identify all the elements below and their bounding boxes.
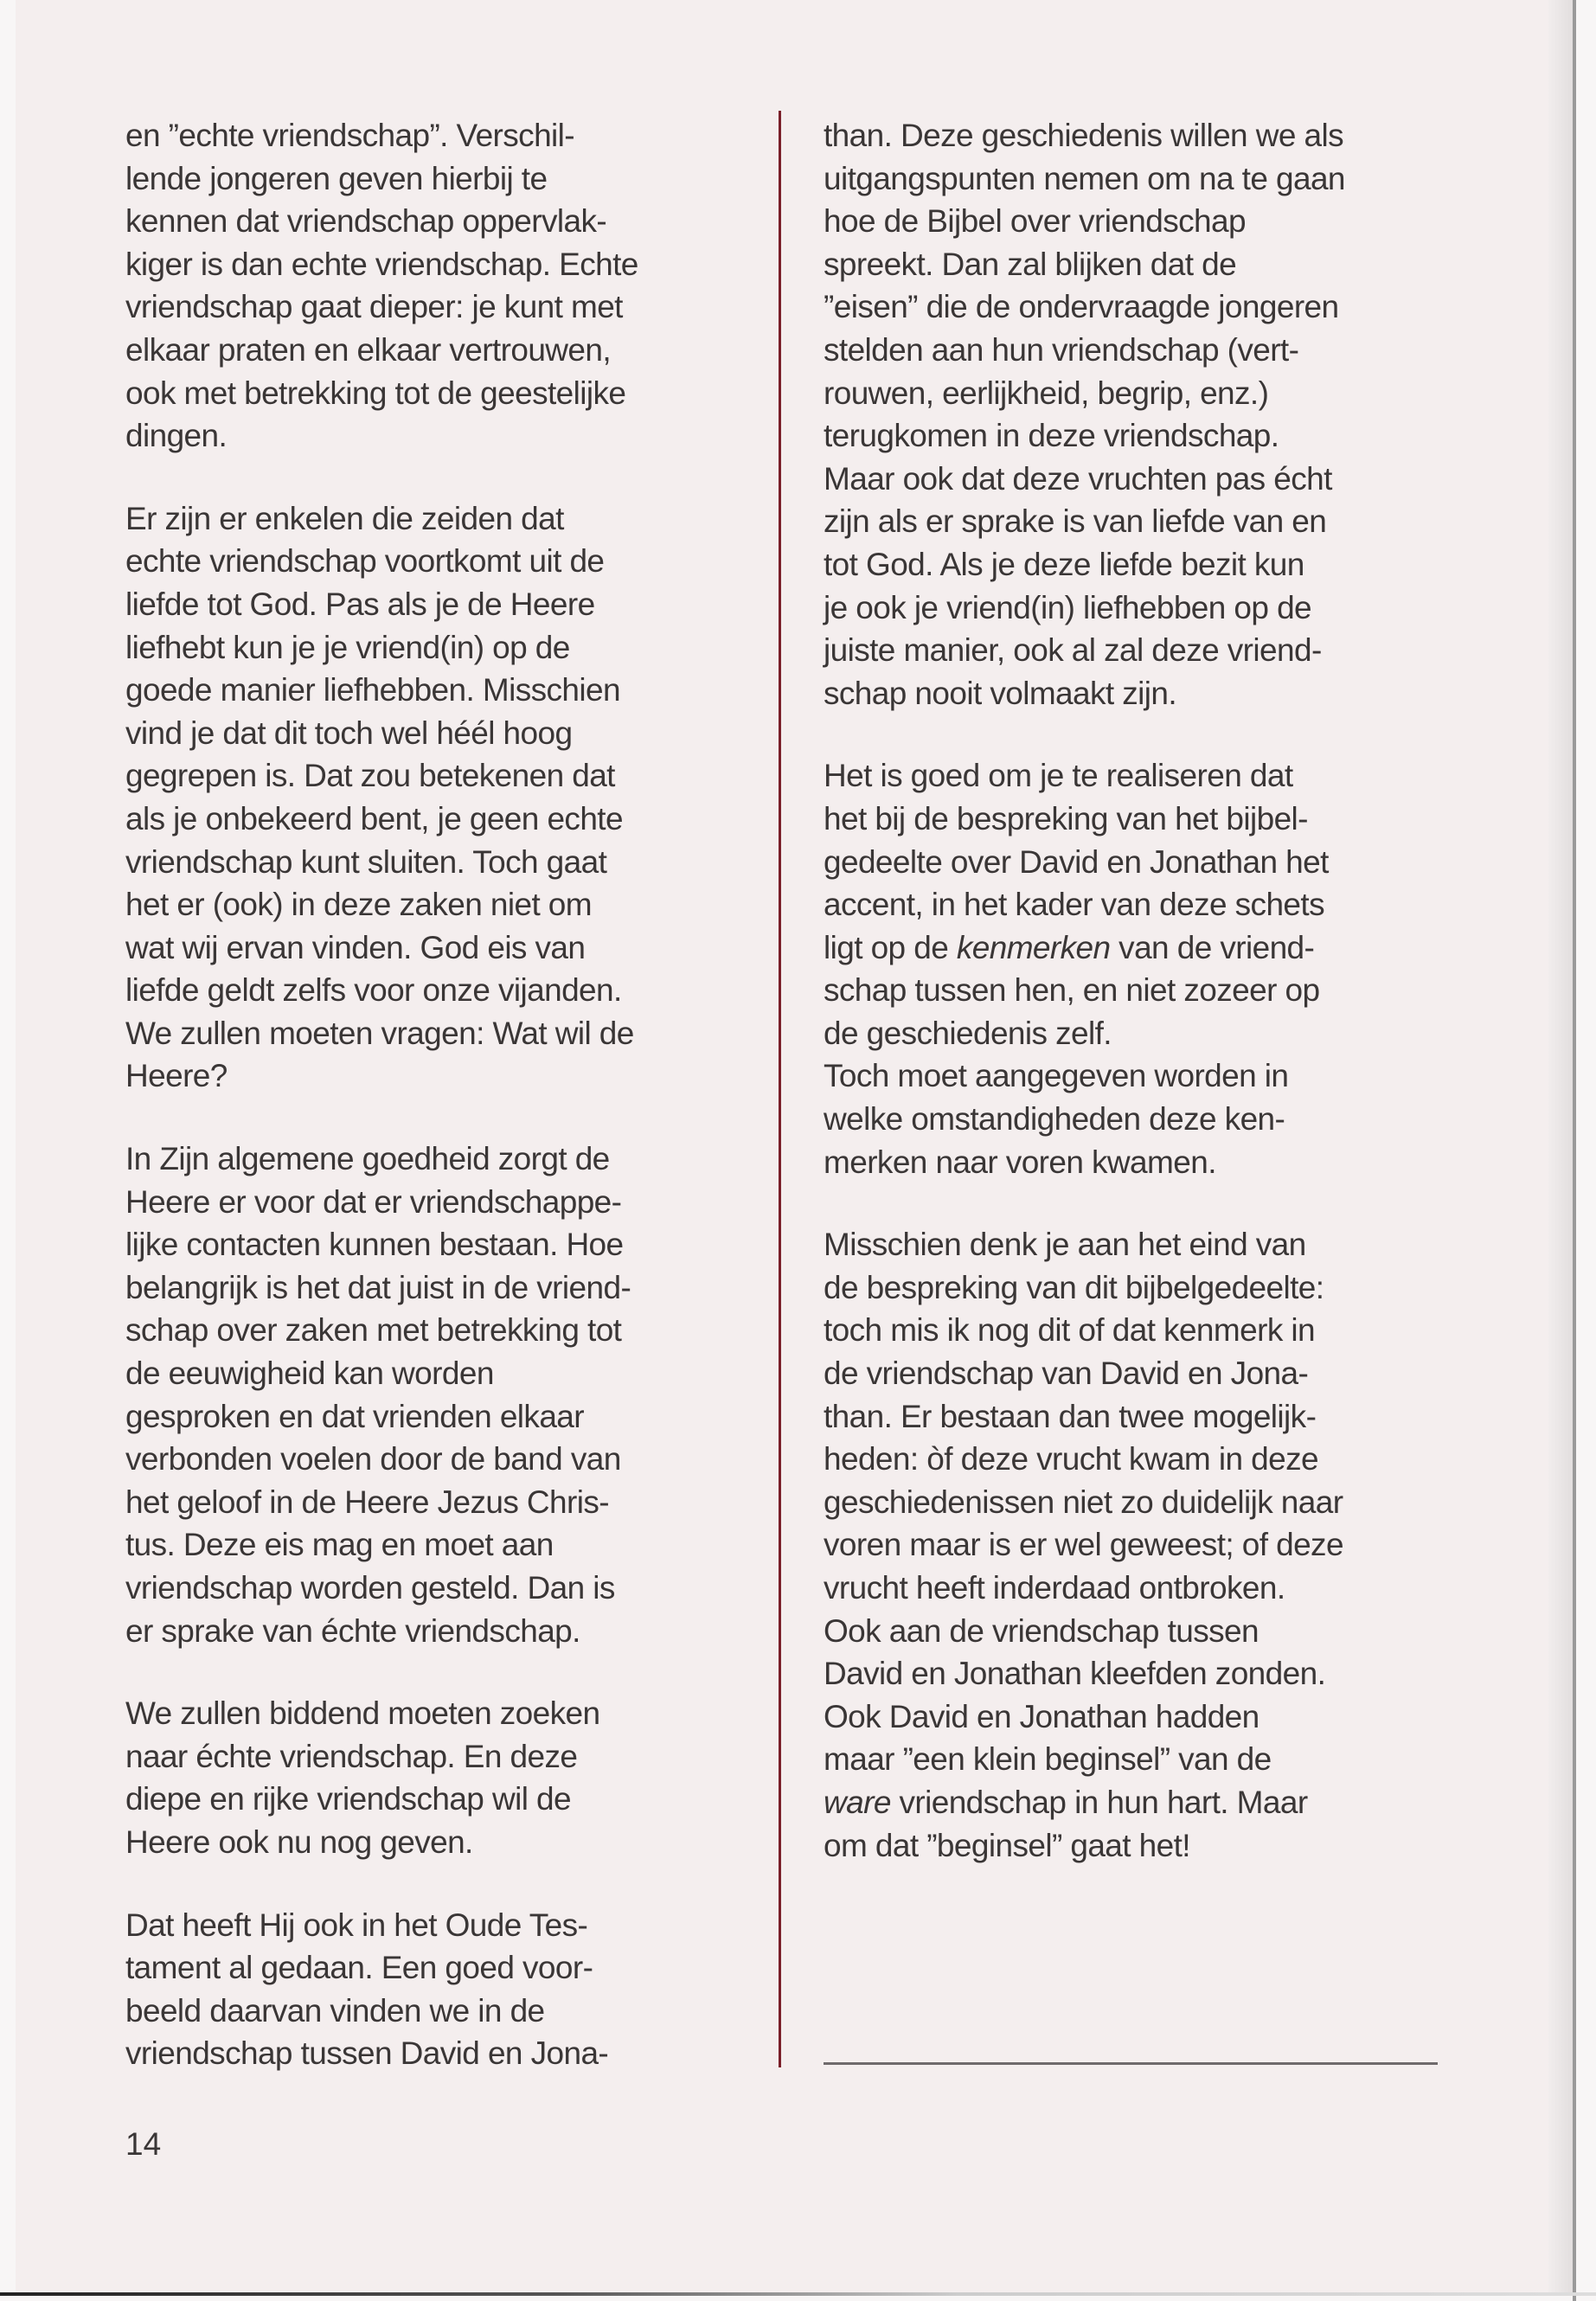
text-line: Dat heeft Hij ook in het Oude Tes- (125, 1907, 588, 1943)
page-edge-right (1573, 0, 1576, 2301)
text-line: de eeuwigheid kan worden (125, 1356, 494, 1392)
text-line: het er (ook) in deze zaken niet om (125, 887, 593, 923)
column-divider (779, 111, 781, 2067)
text-line: schap tussen hen, en niet zozeer op (824, 972, 1320, 1009)
text-line: de bespreking van dit bijbelgedeelte: (824, 1269, 1324, 1305)
text-line: lende jongeren geven hierbij te (125, 160, 548, 196)
text-line: vriendschap kunt sluiten. Toch gaat (125, 843, 607, 880)
paragraph (125, 1138, 748, 1652)
page-edge-bottom (0, 2292, 1596, 2296)
text-line: Ook David en Jonathan hadden (824, 1698, 1259, 1734)
text-line: goede manier liefhebben. Misschien (125, 672, 620, 708)
text-line: uitgangspunten nemen om na te gaan (824, 160, 1345, 196)
text-line (824, 1781, 1446, 1824)
text-line: Heere er voor dat er vriendschappe- (125, 1183, 622, 1220)
text-line: ook met betrekking tot de geestelijke (125, 375, 626, 411)
text-line: David en Jonathan kleefden zonden. (824, 1656, 1326, 1692)
text-line: Heere ook nu nog geven. (125, 1823, 473, 1860)
text-line: Misschien denk je aan het eind van (824, 1227, 1306, 1263)
text-line: heden: òf deze vrucht kwam in deze (824, 1441, 1318, 1477)
text-line: beeld daarvan vinden we in de (125, 1992, 545, 2029)
text-line: stelden aan hun vriendschap (vert- (824, 331, 1299, 368)
text-line: belangrijk is het dat juist in de vriend- (125, 1269, 631, 1305)
text-line: toch mis ik nog dit of dat kenmerk in (824, 1312, 1316, 1349)
text-line: hoe de Bijbel over vriendschap (824, 203, 1246, 240)
text-line: merken naar voren kwamen. (824, 1144, 1216, 1180)
text-line: kennen dat vriendschap oppervlak- (125, 203, 607, 240)
text-line: zijn als er sprake is van liefde van en (824, 503, 1327, 540)
text-segment: ligt op de (824, 929, 957, 965)
text-line: naar échte vriendschap. En deze (125, 1738, 578, 1774)
text-line: verbonden voelen door de band van (125, 1441, 621, 1477)
text-line: Er zijn er enkelen die zeiden dat (125, 500, 564, 536)
emphasized-word: kenmerken (956, 929, 1111, 965)
text-line: In Zijn algemene goedheid zorgt de (125, 1141, 610, 1177)
text-line: het bij de bespreking van het bijbel- (824, 800, 1308, 836)
text-line: kiger is dan echte vriendschap. Echte (125, 246, 638, 282)
text-line: voren maar is er wel geweest; of deze (824, 1527, 1343, 1563)
text-line: liefde tot God. Pas als je de Heere (125, 586, 595, 622)
text-line: spreekt. Dan zal blijken dat de (824, 246, 1237, 282)
text-line: Ook aan de vriendschap tussen (824, 1612, 1259, 1649)
text-line: elkaar praten en elkaar vertrouwen, (125, 331, 612, 368)
text-segment: van de vriend- (1110, 929, 1315, 965)
text-line: vriendschap tussen David en Jona- (125, 2035, 609, 2072)
paragraph (125, 114, 748, 458)
right-text-column (824, 114, 1446, 1907)
text-line: schap nooit volmaakt zijn. (824, 675, 1177, 711)
text-line: gegrepen is. Dat zou betekenen dat (125, 758, 615, 794)
text-line: vrucht heeft inderdaad ontbroken. (824, 1570, 1285, 1606)
text-line: vriendschap gaat dieper: je kunt met (125, 289, 623, 325)
text-line: je ook je vriend(in) liefhebben op de (824, 589, 1312, 625)
paragraph (824, 1223, 1446, 1867)
paragraph (824, 114, 1446, 715)
text-line: schap over zaken met betrekking tot (125, 1312, 622, 1349)
text-line: echte vriendschap voortkomt uit de (125, 543, 605, 580)
text-line: Maar ook dat deze vruchten pas écht (824, 460, 1332, 497)
end-rule (824, 2062, 1438, 2065)
page-number: 14 (125, 2126, 162, 2162)
text-line: than. Er bestaan dan twee mogelijk- (824, 1398, 1317, 1434)
text-line: de geschiedenis zelf. (824, 1015, 1112, 1051)
text-line: er sprake van échte vriendschap. (125, 1612, 580, 1649)
text-line: dingen. (125, 418, 228, 454)
left-text-column (125, 114, 748, 2115)
text-line: het geloof in de Heere Jezus Chris- (125, 1484, 609, 1520)
text-line: tot God. Als je deze liefde bezit kun (824, 546, 1304, 582)
text-line: welke omstandigheden deze ken- (824, 1101, 1285, 1138)
text-line: vind je dat dit toch wel héél hoog (125, 715, 573, 751)
text-line: gesproken en dat vrienden elkaar (125, 1398, 585, 1434)
text-line: juiste manier, ook al zal deze vriend- (824, 632, 1322, 669)
text-line: en ”echte vriendschap”. Verschil- (125, 118, 575, 153)
text-line: than. Deze geschiedenis willen we als (824, 118, 1343, 153)
text-line: liefde geldt zelfs voor onze vijanden. (125, 972, 622, 1009)
text-line: wat wij ervan vinden. God eis van (125, 929, 586, 965)
text-line: als je onbekeerd bent, je geen echte (125, 800, 623, 836)
text-line: om dat ”beginsel” gaat het! (824, 1827, 1190, 1863)
text-line: maar ”een klein beginsel” van de (824, 1741, 1272, 1778)
text-line: We zullen biddend moeten zoeken (125, 1695, 600, 1732)
text-line: lijke contacten kunnen bestaan. Hoe (125, 1227, 624, 1263)
page-edge-shadow (1548, 0, 1573, 2294)
text-line: gedeelte over David en Jonathan het (824, 843, 1329, 880)
text-line: diepe en rijke vriendschap wil de (125, 1781, 571, 1817)
text-line: ”eisen” die de ondervraagde jongeren (824, 289, 1339, 325)
text-line: geschiedenissen niet zo duidelijk naar (824, 1484, 1343, 1520)
text-line: Heere? (125, 1058, 228, 1094)
paragraph (824, 754, 1446, 1183)
text-line: Het is goed om je te realiseren dat (824, 758, 1293, 794)
text-line: de vriendschap van David en Jona- (824, 1356, 1309, 1392)
text-line: Toch moet aangegeven worden in (824, 1058, 1289, 1094)
paragraph (125, 1692, 748, 1863)
emphasized-word: ware (824, 1784, 891, 1820)
text-line: vriendschap worden gesteld. Dan is (125, 1570, 615, 1606)
text-line: tament al gedaan. Een goed voor- (125, 1950, 593, 1986)
text-line: We zullen moeten vragen: Wat wil de (125, 1015, 634, 1051)
paragraph (125, 497, 748, 1098)
text-line (824, 926, 1446, 970)
text-line: rouwen, eerlijkheid, begrip, enz.) (824, 375, 1269, 411)
text-segment: vriendschap in hun hart. Maar (890, 1784, 1308, 1820)
paragraph (125, 1904, 748, 2075)
text-line: terugkomen in deze vriendschap. (824, 418, 1279, 454)
text-line: liefhebt kun je je vriend(in) op de (125, 629, 570, 665)
text-line: accent, in het kader van deze schets (824, 887, 1324, 923)
text-line: tus. Deze eis mag en moet aan (125, 1527, 554, 1563)
